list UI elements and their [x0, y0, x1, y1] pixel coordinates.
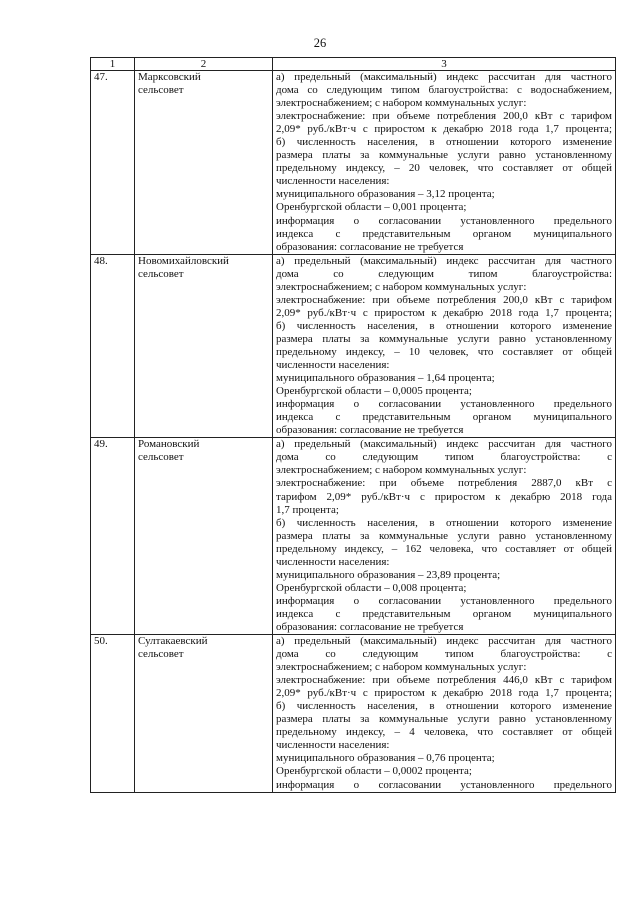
- description-line: муниципального образования – 3,12 процента;: [276, 188, 495, 201]
- index-description: [273, 71, 616, 255]
- description-line: муниципального образования – 0,76 процента;: [276, 752, 495, 765]
- municipality-name-line: Султакаевский: [138, 635, 208, 648]
- row-number: 50.: [91, 635, 135, 793]
- table-header-row: [91, 58, 616, 71]
- column-header-1: 1: [91, 58, 135, 71]
- municipality-name-line: сельсовет: [138, 648, 184, 661]
- description-line: электроснабжением; с набором коммунальных услуг:: [276, 464, 527, 477]
- description-line: 2,09* руб./кВт·ч с приростом к декабрю 2018 года 1,7 процента;: [276, 687, 612, 700]
- municipality-name: [135, 438, 273, 635]
- description-line: а) предельный (максимальный) индекс рассчитан для частного: [276, 635, 612, 648]
- municipality-name-line: сельсовет: [138, 84, 184, 97]
- tariff-index-table: [90, 57, 616, 793]
- description-line: предельному индексу, – 20 человек, что составляет от общей: [276, 162, 612, 175]
- table-row: [91, 71, 616, 255]
- description-line: а) предельный (максимальный) индекс рассчитан для частного: [276, 71, 612, 83]
- description-line: предельному индексу, – 10 человек, что составляет от общей: [276, 345, 612, 358]
- description-line: 1,7 процента;: [276, 503, 339, 516]
- description-line: Оренбургской области – 0,008 процента;: [276, 581, 467, 594]
- description-line: электроснабжением; с набором коммунальных услуг:: [276, 280, 527, 293]
- description-line: индекса с представительным органом муниципального: [276, 411, 612, 424]
- description-line: электроснабжение: при объеме потребления 446,0 кВт с тарифом: [276, 674, 612, 687]
- description-line: Оренбургской области – 0,0005 процента;: [276, 385, 472, 398]
- description-line: электроснабжение: при объеме потребления 200,0 кВт с тарифом: [276, 293, 612, 306]
- description-line: численности населения:: [276, 555, 390, 568]
- description-line: размера платы за коммунальные услуги равно установленному: [276, 149, 612, 162]
- description-line: информация о согласовании установленного предельного: [276, 214, 612, 227]
- description-line: информация о согласовании установленного предельного: [276, 398, 612, 411]
- description-line: размера платы за коммунальные услуги равно установленному: [276, 713, 612, 726]
- row-number: 49.: [91, 438, 135, 635]
- row-number: 48.: [91, 254, 135, 438]
- description-line: дома со следующим типом благоустройства:: [276, 267, 612, 280]
- row-number: 47.: [91, 71, 135, 255]
- municipality-name-line: сельсовет: [138, 267, 184, 280]
- description-line: информация о согласовании установленного предельного: [276, 594, 612, 607]
- description-line: предельному индексу, – 4 человека, что составляет от общей: [276, 726, 612, 739]
- description-line: а) предельный (максимальный) индекс рассчитан для частного: [276, 438, 612, 451]
- municipality-name: [135, 635, 273, 793]
- description-line: б) численность населения, в отношении которого изменение: [276, 700, 612, 713]
- table-row: [91, 438, 616, 635]
- index-description: [273, 635, 616, 793]
- description-line: б) численность населения, в отношении которого изменение: [276, 136, 612, 149]
- description-line: а) предельный (максимальный) индекс рассчитан для частного: [276, 254, 612, 267]
- description-line: численности населения:: [276, 175, 390, 188]
- description-line: дома со следующим типом благоустройства: с: [276, 648, 612, 661]
- municipality-name-line: Марксовский: [138, 71, 201, 83]
- description-line: размера платы за коммунальные услуги равно установленному: [276, 332, 612, 345]
- description-line: дома со следующим типом благоустройства: с водоснабжением,: [276, 84, 612, 97]
- description-line: муниципального образования – 1,64 процента;: [276, 372, 495, 385]
- description-line: индекса с представительным органом муниципального: [276, 607, 612, 620]
- description-line: муниципального образования – 23,89 процента;: [276, 568, 501, 581]
- table-row: [91, 254, 616, 438]
- description-line: б) численность населения, в отношении которого изменение: [276, 319, 612, 332]
- column-header-2: 2: [135, 58, 273, 71]
- description-line: образования: согласование не требуется: [276, 620, 464, 633]
- description-line: б) численность населения, в отношении которого изменение: [276, 516, 612, 529]
- index-description: [273, 254, 616, 438]
- description-line: предельному индексу, – 162 человека, что составляет от общей: [276, 542, 612, 555]
- table-body: [91, 58, 616, 793]
- municipality-name-line: сельсовет: [138, 451, 184, 464]
- index-description: [273, 438, 616, 635]
- municipality-name-line: Новомихайловский: [138, 254, 229, 267]
- description-line: тарифом 2,09* руб./кВт·ч с приростом к декабрю 2018 года: [276, 490, 612, 503]
- description-line: информация о согласовании установленного предельного: [276, 778, 612, 791]
- description-line: образования: согласование не требуется: [276, 240, 464, 253]
- page-number: 26: [313, 36, 327, 50]
- table-row: [91, 635, 616, 793]
- description-line: дома со следующим типом благоустройства: с: [276, 451, 612, 464]
- description-line: 2,09* руб./кВт·ч с приростом к декабрю 2018 года 1,7 процента;: [276, 123, 612, 136]
- description-line: электроснабжением; с набором коммунальных услуг:: [276, 661, 527, 674]
- description-line: размера платы за коммунальные услуги равно установленному: [276, 529, 612, 542]
- description-line: электроснабжением; с набором коммунальных услуг:: [276, 97, 527, 110]
- description-line: 2,09* руб./кВт·ч с приростом к декабрю 2018 года 1,7 процента;: [276, 306, 612, 319]
- column-header-3: 3: [273, 58, 616, 71]
- description-line: Оренбургской области – 0,001 процента;: [276, 201, 467, 214]
- description-line: численности населения:: [276, 739, 390, 752]
- description-line: индекса с представительным органом муниципального: [276, 227, 612, 240]
- description-line: Оренбургской области – 0,0002 процента;: [276, 765, 472, 778]
- municipality-name-line: Романовский: [138, 438, 200, 451]
- description-line: образования: согласование не требуется: [276, 424, 464, 437]
- description-line: электроснабжение: при объеме потребления 200,0 кВт с тарифом: [276, 110, 612, 123]
- description-line: численности населения:: [276, 359, 390, 372]
- description-line: электроснабжение: при объеме потребления 2887,0 кВт с: [276, 477, 612, 490]
- municipality-name: [135, 254, 273, 438]
- municipality-name: [135, 71, 273, 255]
